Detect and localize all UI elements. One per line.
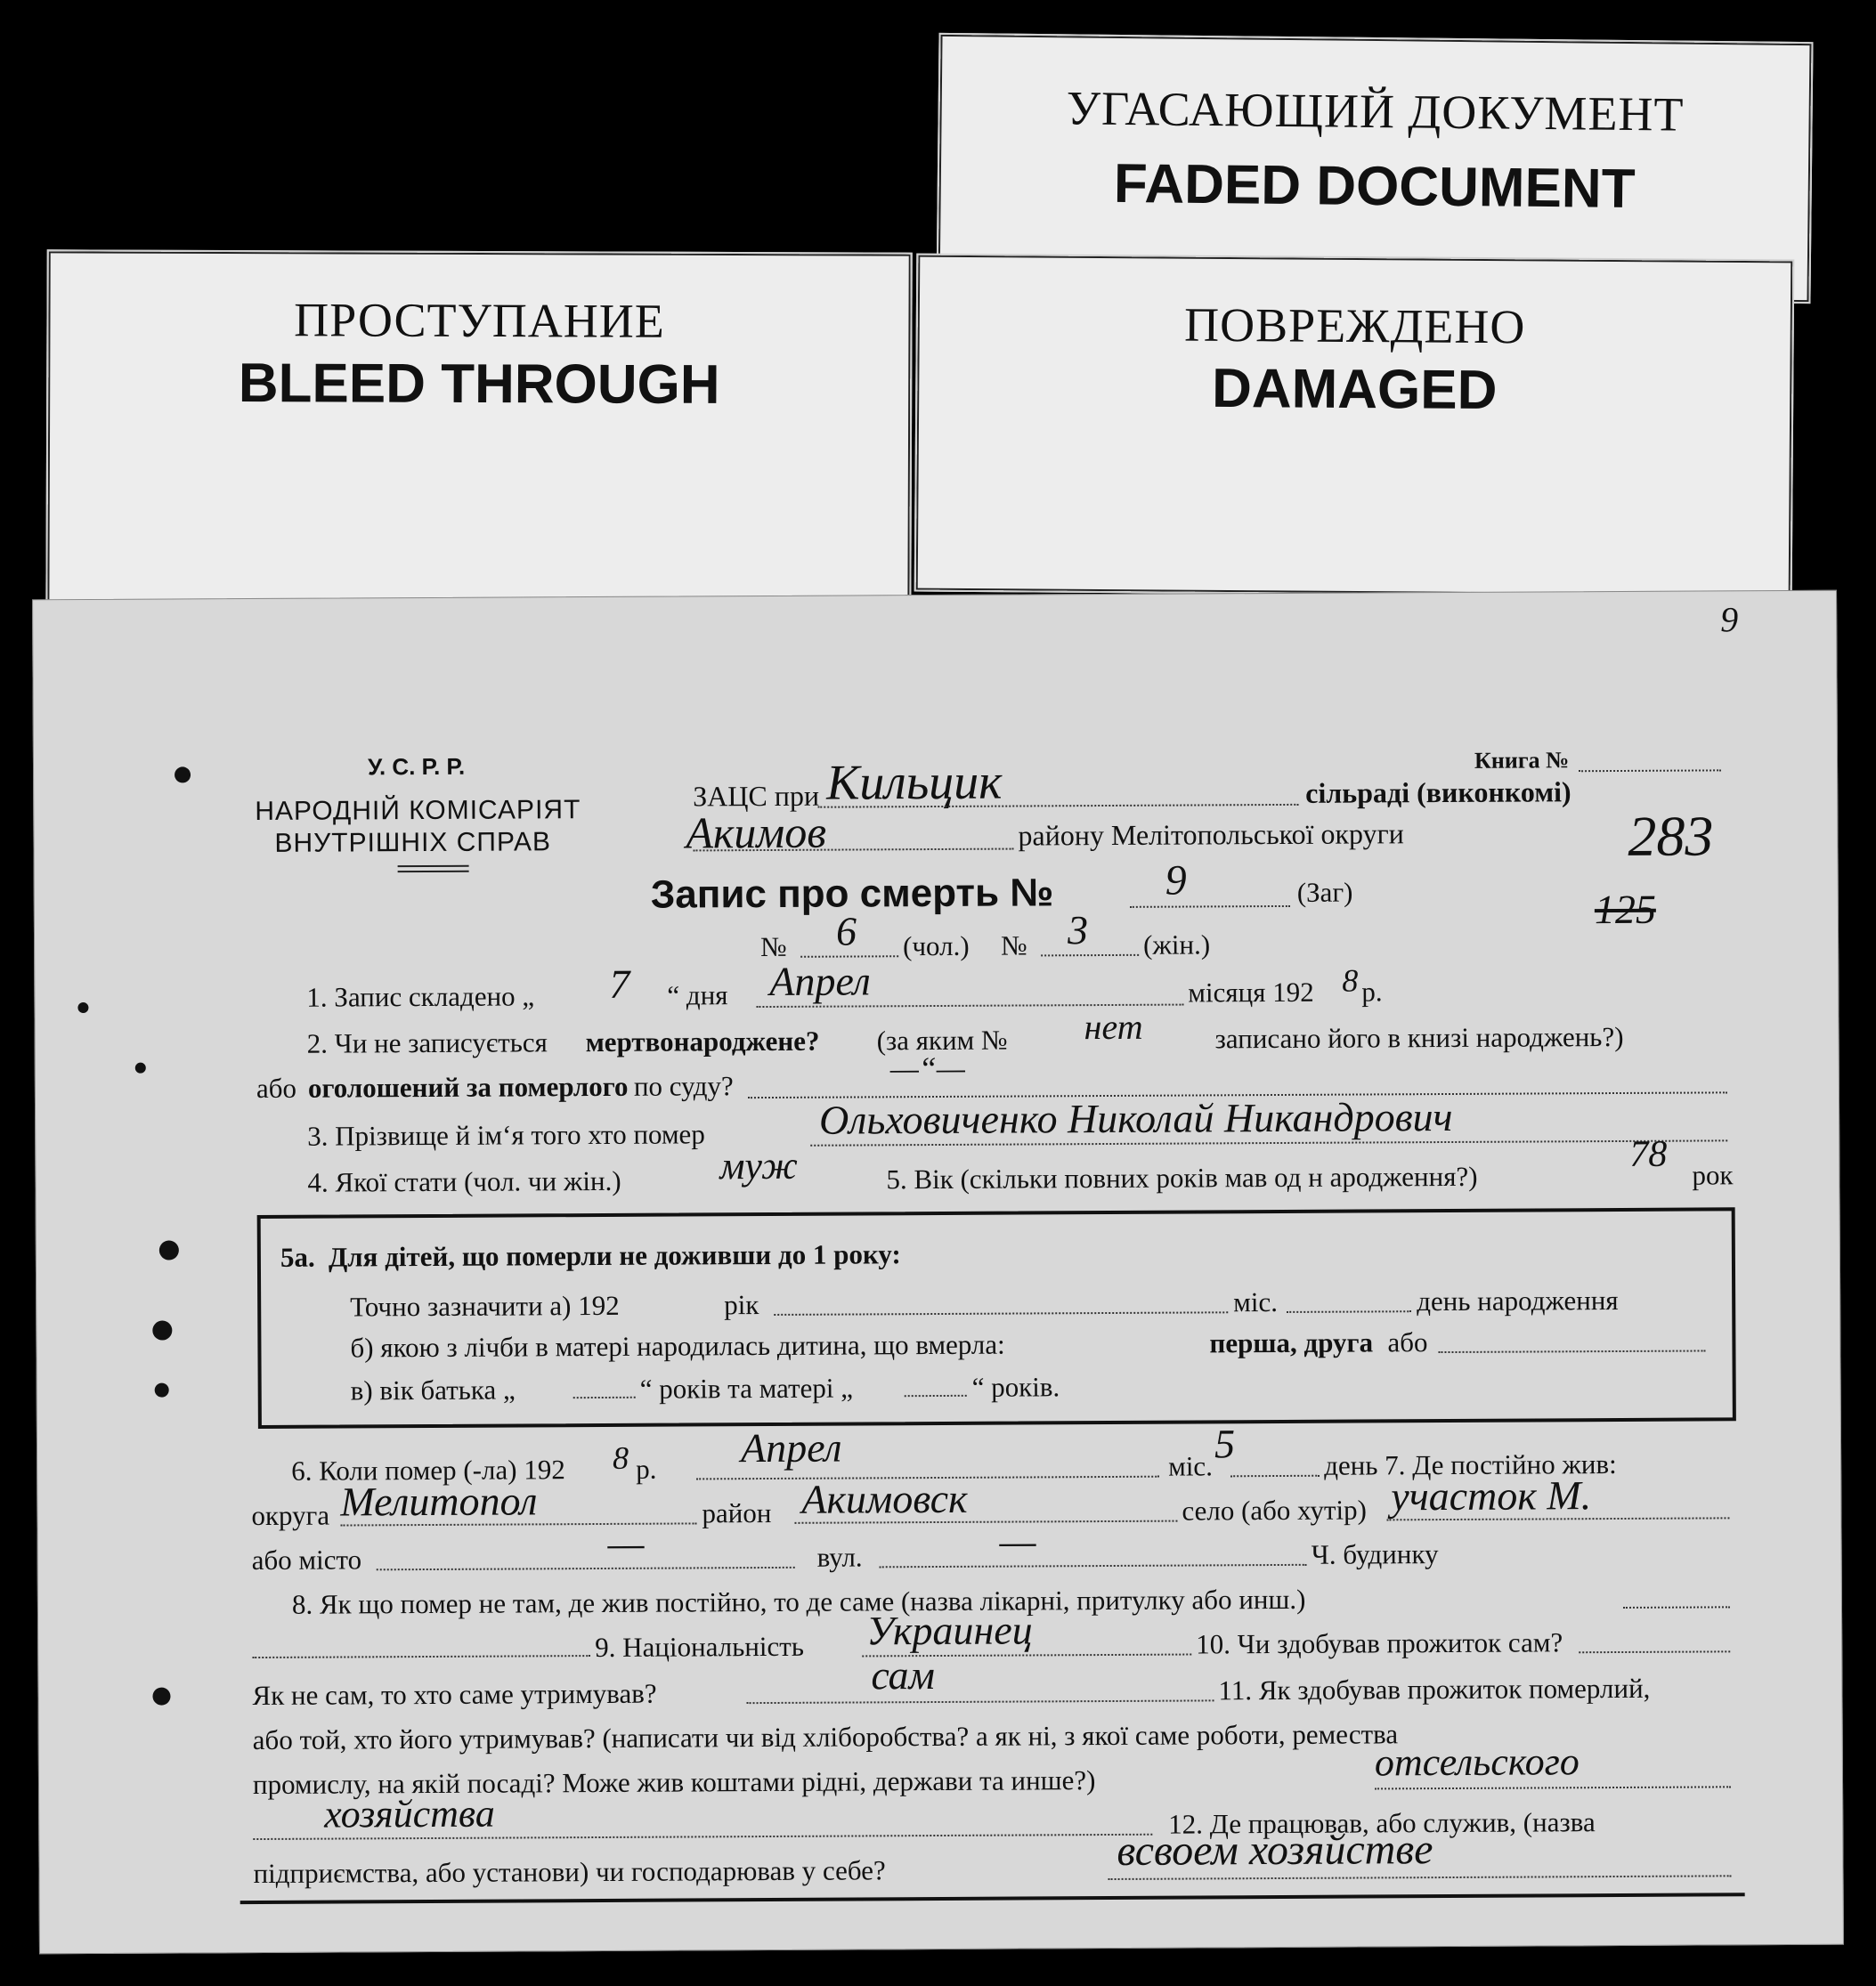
q2-by-court: по суду? (633, 1070, 734, 1102)
infant-section-box (257, 1207, 1736, 1429)
q2-declared-dead: оголошений за померлого (307, 1070, 629, 1104)
q10-supporter-field (747, 1699, 1214, 1704)
punch-hole (135, 1063, 146, 1074)
q12-label: 12. Де працював, або служив, (назва (1168, 1806, 1596, 1840)
q5a-birth-order-options: перша, друга (1209, 1326, 1374, 1359)
q2-which-no: (за яким № (876, 1024, 1008, 1057)
q7-street-field (880, 1564, 1307, 1569)
q7-okruha: Мелитопол (340, 1478, 538, 1525)
q7-city-field (377, 1567, 795, 1570)
q10-supporter-label: Як не сам, то хто саме утримував? (252, 1677, 657, 1712)
q11-occupation: отсельского (1374, 1739, 1580, 1785)
zag-label: (Заг) (1296, 876, 1353, 908)
q5a-number: 5а. (280, 1241, 315, 1273)
q5a-years-suffix: “ років. (971, 1371, 1060, 1403)
q11-question-continued: промислу, на якій посаді? Може жив коштами рідні, держави та инше?) (252, 1764, 1096, 1801)
punch-hole (152, 1321, 172, 1341)
q5a-birth-label: Точно зазначити а) 192 (350, 1289, 620, 1323)
q5a-father-age-field (573, 1397, 636, 1398)
q11-label: 11. Як здобував прожиток померлий, (1218, 1672, 1651, 1706)
q7-okruha-label: округа (251, 1499, 330, 1532)
record-number: 9 (1165, 856, 1187, 904)
q6-year-digit: 8 (612, 1439, 629, 1476)
raion-okruha-label: району Мелітопольської округи (1018, 817, 1404, 852)
q11-occupation-continued: хозяйства (324, 1791, 495, 1836)
book-number-field (1579, 769, 1721, 772)
q5a-mother-age-label: “ років та матері „ (639, 1372, 854, 1405)
raion-handwritten: Акимов (686, 807, 827, 858)
q5a-birth-order-field (1438, 1350, 1705, 1353)
female-count: 3 (1067, 907, 1089, 953)
q5a-mother-age-field (905, 1395, 967, 1397)
q5-age: 78 (1629, 1133, 1668, 1175)
q1-day-label: “ дня (667, 979, 728, 1011)
q2-stillborn: мертвонароджене? (585, 1025, 820, 1058)
male-no-label: № (759, 930, 787, 963)
q1-year-digit: 8 (1342, 962, 1359, 999)
q6-year-suffix: р. (636, 1453, 657, 1485)
q5-age-label: 5. Вік (скільки повних років мав од н ародження?) (886, 1160, 1478, 1196)
record-number-field (1130, 905, 1290, 908)
damaged-card (914, 254, 1795, 598)
q6-day-field (1230, 1475, 1320, 1478)
q7-house-label: Ч. будинку (1311, 1538, 1439, 1570)
q5a-day-label: день народження (1417, 1284, 1619, 1317)
corner-page-number: 9 (1720, 599, 1739, 640)
q7-village: участок М. (1391, 1472, 1592, 1520)
q6-label: 6. Коли помер (-ла) 192 (291, 1454, 565, 1487)
q5a-title: Для дітей, що померли не доживши до 1 року: (328, 1238, 901, 1273)
q7-street-label: вул. (816, 1541, 863, 1573)
q1-label: 1. Запис складено „ (306, 980, 535, 1013)
village-council-label: сільраді (виконкомі) (1305, 775, 1571, 809)
q7-village-label: село (або хутір) (1182, 1494, 1368, 1527)
zags-label: ЗАЦС при (693, 779, 820, 813)
q7-raion: Акимовск (801, 1475, 968, 1522)
q7-city-label: або місто (251, 1544, 362, 1577)
q2-birth-register: записано його в книзі народжень?) (1214, 1020, 1624, 1055)
damaged-label-ru: ПОВРЕЖДЕНО (1183, 297, 1526, 354)
q5a-or: або (1387, 1326, 1428, 1358)
q10-label: 10. Чи здобував прожиток сам? (1196, 1626, 1563, 1660)
female-no-label: № (1000, 929, 1027, 961)
q6-month: Апрел (740, 1424, 842, 1471)
q5a-month-label: міс. (1233, 1286, 1279, 1318)
q4-sex: муж (719, 1143, 798, 1188)
q5a-year-field (774, 1311, 1228, 1316)
q10-supporter: сам (871, 1652, 936, 1698)
q5a-year-label: рік (724, 1289, 759, 1321)
q2-or: або (256, 1072, 297, 1105)
q1-day: 7 (609, 961, 630, 1007)
q7-street: — (999, 1518, 1036, 1564)
punch-hole (159, 1240, 179, 1260)
q12-question: підприємства, або установи) чи господарював у себе? (253, 1854, 886, 1890)
male-count: 6 (835, 908, 857, 954)
faded-label-ru: УГАСАЮЩИЙ ДОКУМЕНТ (1066, 81, 1685, 142)
punch-hole (155, 1383, 169, 1398)
q2-stillborn-no: нет (1084, 1006, 1143, 1048)
q7-city: — (607, 1520, 645, 1566)
q5a-month-field (1287, 1310, 1411, 1313)
q6-day: 5 (1214, 1421, 1236, 1467)
punch-hole (175, 766, 191, 782)
q9-label: 9. Національність (595, 1630, 805, 1664)
q5a-birth-order-label: б) якою з лічби в матері народилась дитина, що вмерла: (350, 1328, 1005, 1364)
q8-field-continued (252, 1655, 590, 1658)
q5a-father-age-label: в) вік батька „ (350, 1374, 516, 1406)
q8-label: 8. Як що помер не там, де жив постійно, то де саме (назва лікарні, притулку або инш.) (291, 1583, 1306, 1620)
q11-question: або той, хто його утримував? (написати чи від хліборобства? а як ні, з якої саме роботи, ремества (252, 1718, 1399, 1756)
death-record-form (32, 590, 1844, 1955)
q3-label: 3. Прізвище й ім‘я того хто помер (307, 1118, 705, 1152)
q7-raion-label: район (702, 1496, 772, 1529)
female-count-field (1041, 954, 1139, 957)
q6-month-label: міс. (1168, 1450, 1213, 1482)
punch-hole (77, 1002, 88, 1013)
margin-number: 283 (1628, 804, 1714, 868)
q10-field (1579, 1650, 1730, 1653)
q1-year-label: місяця 192 (1188, 976, 1314, 1009)
male-label: (чол.) (902, 929, 970, 962)
ussr-heading: У. С. Р. Р. (367, 752, 466, 781)
bleed-label-en: BLEED THROUGH (238, 353, 720, 416)
header-rule (398, 865, 469, 867)
header-rule (398, 871, 469, 872)
margin-struck-number: 125 (1594, 886, 1657, 933)
faded-label-en: FADED DOCUMENT (1113, 152, 1636, 221)
commissariat-line1: НАРОДНІЙ КОМІСАРІЯТ (255, 795, 581, 827)
commissariat-line2: ВНУТРІШНІХ СПРАВ (274, 827, 552, 858)
q4-label: 4. Якої стати (чол. чи жін.) (307, 1164, 621, 1198)
q12-field (1109, 1875, 1732, 1880)
q2-label: 2. Чи не записується (306, 1026, 548, 1059)
q2-court-dash: —“— (889, 1050, 965, 1087)
form-title: Запис про смерть № (650, 871, 1054, 917)
q1-month: Апрел (769, 958, 871, 1004)
deceased-name: Ольховиченко Николай Никандрович (818, 1093, 1453, 1143)
q12-workplace: всвоем хозяйстве (1117, 1826, 1433, 1875)
punch-hole (152, 1688, 170, 1706)
book-label: Книга № (1474, 747, 1570, 774)
bleed-through-card (45, 249, 913, 638)
q5-years-label: рок (1692, 1159, 1734, 1191)
q11-field (1375, 1786, 1731, 1789)
q1-year-suffix: р. (1361, 976, 1383, 1008)
bottom-rule (240, 1893, 1745, 1904)
female-label: (жін.) (1142, 928, 1211, 961)
village-handwritten: Кильцик (825, 754, 1003, 811)
bleed-label-ru: ПРОСТУПАНИЕ (294, 293, 665, 348)
damaged-label-en: DAMAGED (1211, 357, 1498, 422)
q9-nationality: Украинец (865, 1607, 1033, 1654)
q6-day-label: день 7. Де постійно жив: (1324, 1448, 1617, 1481)
q8-field (1623, 1606, 1730, 1609)
